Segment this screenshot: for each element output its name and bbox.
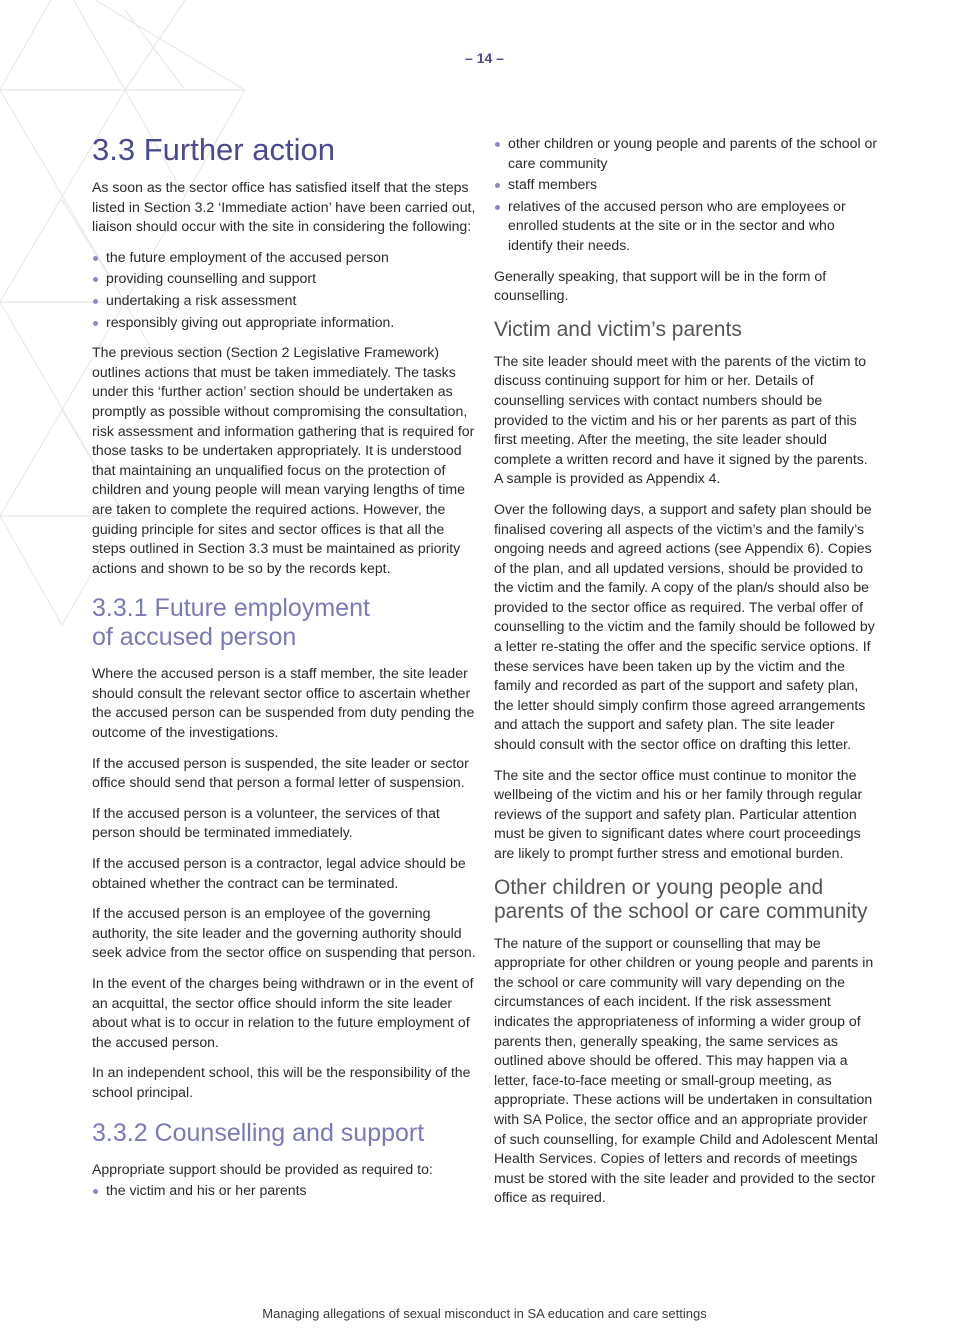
body-paragraph: Where the accused person is a staff member, the site leader should consult the relevant sector office to ascertain whether the accused person can be suspended from duty pending the outcome of the investigations. — [92, 665, 475, 741]
section-heading: 3.3 Further action — [92, 132, 335, 167]
subsection-heading-counselling: 3.3.2 Counselling and support — [92, 1118, 425, 1147]
page-number: – 14 – — [465, 50, 504, 66]
body-paragraph: If the accused person is a contractor, legal advice should be obtained whether the contract can be terminated. — [92, 855, 466, 891]
body-paragraph: The site leader should meet with the parents of the victim to discuss continuing support for him or her. Details of counselling services with contact numbers should be provided to the victim and his or her parents as part of this first meeting. After the meeting, the site leader should complete a written record and have it signed by the parents. A sample is provided as Appendix 4. — [494, 352, 868, 487]
list-item: undertaking a risk assessment — [92, 291, 476, 311]
body-paragraph: If the accused person is a volunteer, the services of that person should be terminated immediately. — [92, 804, 440, 841]
body-paragraph: Over the following days, a support and safety plan should be finalised covering all aspects of the victim’s and the family’s ongoing needs and agreed actions (see Appendix 6). Copies of the plan, and all updated versions, should be provided to the victim and the family. A copy of the plan/s should also be provided to the sector office as required. The verbal offer of counselling to the victim and the family should be followed by a letter re-stating the offer and the specific service options. If these services have been taken up by the victim and the family and recorded as part of the support and safety plan, the letter should simply confirm those agreed arrangements and attach the support and safety plan. The site leader should consult with the sector office on drafting this letter. — [494, 500, 875, 753]
page-footer: Managing allegations of sexual misconduct in SA education and care settings — [262, 1306, 707, 1321]
list-item: providing counselling and support — [92, 269, 476, 289]
body-paragraph: Generally speaking, that support will be in the form of counselling. — [494, 267, 827, 304]
intro-paragraph: As soon as the sector office has satisfied itself that the steps listed in Section 3.2 ‘Immediate action’ have been carried out, liaison should occur with the site in considering the following: — [92, 179, 476, 235]
support-list — [92, 1181, 476, 1201]
body-paragraph: In the event of the charges being withdrawn or in the event of an acquittal, the sector office should inform the site leader about what is to occur in relation to the future employment of the accused person. — [92, 975, 474, 1050]
body-paragraph: In an independent school, this will be the responsibility of the school principal. — [92, 1064, 471, 1100]
support-list-continued — [494, 134, 878, 256]
bullet-icon — [93, 277, 98, 282]
list-item: other children or young people and parents of the school or care community — [494, 134, 878, 173]
body-paragraph: The site and the sector office must continue to monitor the wellbeing of the victim and his or her family through regular reviews of the support and safety plan. Particular attention must be given to significant dates where court proceedings are likely to prompt further stress and emotional burden. — [494, 766, 863, 861]
bullet-icon — [93, 1189, 98, 1194]
list-item: relatives of the accused person who are employees or enrolled students at the site or in the sector and who identify their needs. — [494, 197, 878, 256]
left-column — [92, 130, 476, 1212]
body-paragraph: If the accused person is suspended, the site leader or sector office should send that person a formal letter of suspension. — [92, 754, 469, 791]
bullet-icon — [93, 299, 98, 304]
body-paragraph: The nature of the support or counselling that may be appropriate for other children or young people and parents in the school or care community will vary depending on the circumstances of each incident. If the risk assessment indicates the appropriateness of informing a wider group of parents then, generally speaking, the same services as outlined above should be offered. This may happen via a letter, face-to-face meeting or small-group meeting, as appropriate. These actions will be undertaken in consultation with SA Police, the sector office and an appropriate provider of such counselling, for example Child and Adolescent Mental Health Services. Copies of letters and records of meetings must be stored with the site leader and provided to the sector office as required. — [494, 934, 878, 1206]
bullet-icon — [495, 205, 500, 210]
body-paragraph: The previous section (Section 2 Legislative Framework) outlines actions that must be taken immediately. The tasks under this ‘further action’ section should be undertaken as promptly as possible without compromising the consultation, risk assessment and information gathering that is required for those tasks to be undertaken appropriately. It is understood that maintaining an unqualified focus on the protection of children and young people will mean varying lengths of time are taken to complete the required actions. However, the guiding principle for sites and sector offices is that all the steps outlined in Section 3.3 must be maintained as priority actions and shown to be so by the records kept. — [92, 344, 475, 576]
bullet-icon — [93, 256, 98, 261]
considerations-list — [92, 248, 476, 332]
list-item: responsibly giving out appropriate information. — [92, 313, 476, 333]
list-item: the victim and his or her parents — [92, 1181, 476, 1201]
list-item: staff members — [494, 175, 878, 195]
right-column — [494, 134, 878, 1219]
heading-victim-parents: Victim and victim’s parents — [494, 317, 742, 341]
list-item: the future employment of the accused person — [92, 248, 476, 268]
bullet-icon — [495, 183, 500, 188]
heading-other-children: Other children or young people and parents of the school or care community — [494, 875, 868, 923]
bullet-icon — [93, 321, 98, 326]
body-paragraph: If the accused person is an employee of the governing authority, the site leader and the governing authority should seek advice from the sector office on suspending that person. — [92, 905, 476, 961]
body-paragraph: Appropriate support should be provided as required to: — [92, 1160, 433, 1177]
subsection-heading-future-employment: 3.3.1 Future employment of accused person — [92, 594, 370, 652]
bullet-icon — [495, 142, 500, 147]
